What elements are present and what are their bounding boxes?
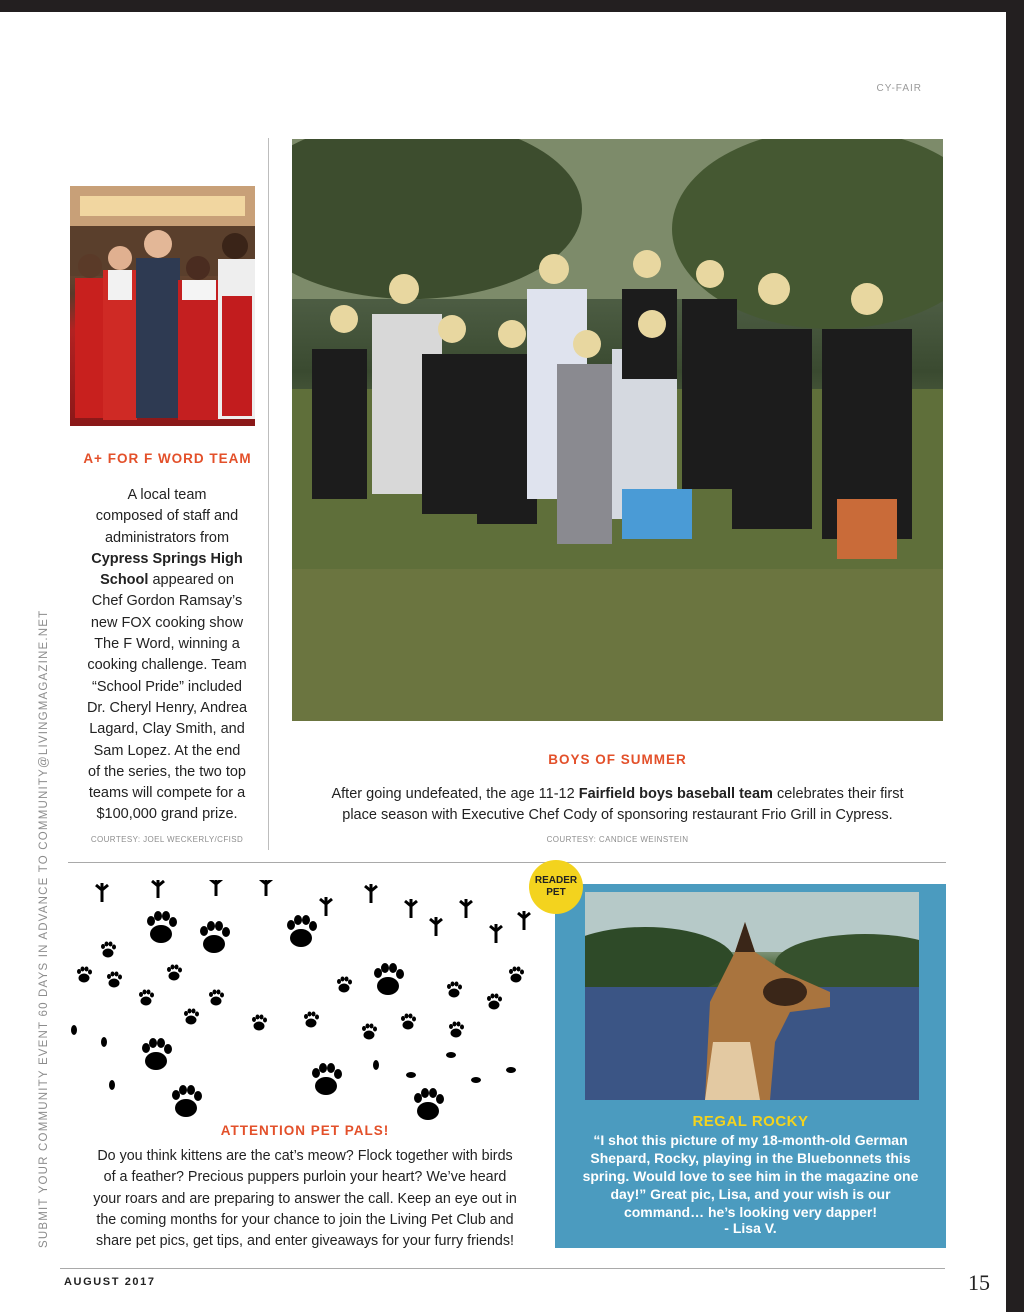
section-tag: CY-FAIR [876,83,922,94]
body-line: A local team [127,487,207,503]
body-line: After going undefeated, the age 11-12 Fairfield boys baseball team celebrates their first [331,786,904,802]
f-word-headline: A+ FOR F WORD TEAM [83,451,252,466]
footer-divider [60,1268,945,1269]
body-line: “School Pride” included [92,678,242,695]
f-word-body [72,485,262,826]
page-number: 15 [968,1270,990,1295]
body-line: Lagard, Clay Smith, and [89,721,245,738]
reader-pet-author: - Lisa V. [724,1220,777,1236]
pet-pals-headline: ATTENTION PET PALS! [220,1123,390,1138]
body-line: administrators from [104,529,230,546]
body-line: composed of staff and [95,508,239,525]
baseball-team-photo [292,139,943,721]
page-edge [1006,0,1024,1312]
reader-pet-headline: REGAL ROCKY [692,1113,809,1130]
body-line: Chef Gordon Ramsay’s [91,593,243,610]
body-line: $100,000 grand prize. [96,806,238,823]
baseball-body [292,784,943,827]
team-name-bold: Fairfield boys baseball team [578,786,773,802]
body-line: cooking challenge. Team [87,657,247,674]
body-line: of a feather? Precious puppers purloin your heart? We’ve heard [103,1169,507,1186]
body-line: Do you think kittens are the cat’s meow? Flock together with birds [97,1148,513,1164]
baseball-headline: BOYS OF SUMMER [548,752,687,767]
body-line: new FOX cooking show [90,614,244,631]
body-line [72,549,262,570]
pet-pals-body [60,1146,550,1252]
school-name-bold: School [100,572,149,589]
f-word-team-photo [70,186,255,426]
reader-pet-badge: READER PET [529,860,583,914]
paw-prints-illustration [66,880,536,1135]
body-line: the coming months for your chance to join the Living Pet Club and [96,1211,514,1228]
column-divider [268,138,269,850]
body-line: of the series, the two top [88,763,246,780]
body-line: Dr. Cheryl Henry, Andrea [86,699,248,716]
submission-note: SUBMIT YOUR COMMUNITY EVENT 60 DAYS IN ADVANCE TO COMMUNITY@LIVINGMAGAZINE.NET [38,609,50,1248]
issue-date: AUGUST 2017 [64,1276,156,1288]
body-line: place season with Executive Chef Cody of sponsoring restaurant Frio Grill in Cypress. [342,807,893,824]
school-name-bold: Cypress Springs High [91,550,243,567]
baseball-photo-credit: COURTESY: CANDICE WEINSTEIN [546,835,689,844]
body-line: your roars and are preparing to answer the call. Keep an eye out in [93,1190,517,1207]
body-line: teams will compete for a [88,785,246,802]
section-divider [68,862,946,863]
body-line: School appeared on [100,572,234,589]
body-line: The F Word, winning a [94,636,240,653]
f-word-photo-credit: COURTESY: JOEL WECKERLY/CFISD [90,835,244,844]
reader-pet-quote: “I shot this picture of my 18-month-old German Shepard, Rocky, playing in the Bluebonnets this spring. Would love to see him in the magazine one day!” Great pic, Lisa, and your wish is our command… he’s looking very dapper! [582,1132,919,1220]
top-border [0,0,1024,12]
german-shepherd-photo [585,892,919,1100]
body-line: Sam Lopez. At the end [93,742,241,759]
body-line: share pet pics, get tips, and enter giveaways for your furry friends! [96,1233,514,1250]
